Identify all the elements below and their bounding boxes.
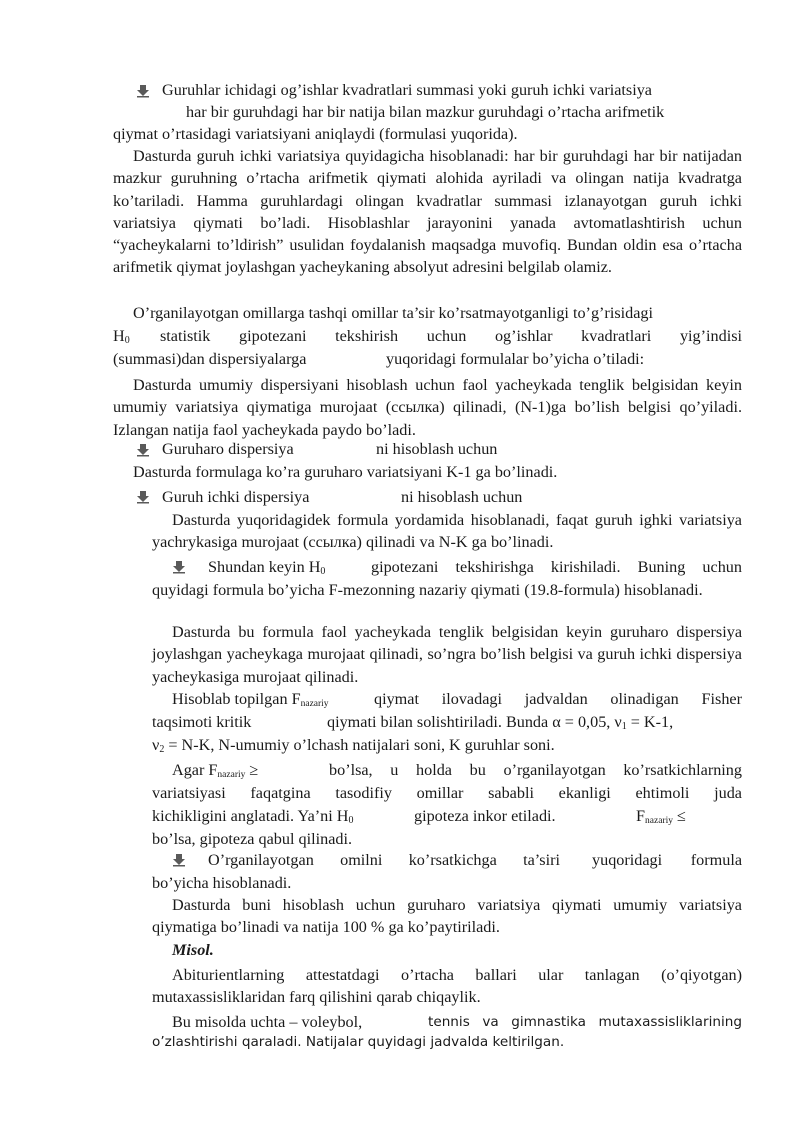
paragraph-line: O’rganilayotgan omillarga tashqi omillar ta’sir ko’rsatmayotganligi to’g’risidagi [133,304,653,322]
paragraph: Dasturda guruh ichki variatsiya quyidagicha hisoblanadi: har bir guruhdagi har bir natijadan mazkur guruhning o’rtacha arifmetik qiymati alohida ayriladi va olingan natija kvadratga ko’tariladi. Hamma guruhlardagi olingan kvadratlar summasi izlanayotgan guruh ichki variatsiya qiymati bo’ladi. Hisoblashlar jarayonini yanada avtomatlashtirish uchun “yacheykalarni to’ldirish” usulidan foydalanish maqsadga muvofiq. Bundan oldin esa o’rtacha arifmetik qiymat joylashgan yacheykaning absolyut adresini belgilab olamiz. [113,147,742,277]
subscript: 0 [124,335,130,346]
bullet-text: har bir guruhdagi har bir natija bilan mazkur guruhdagi o’rtacha arifmetik [186,103,665,121]
paragraph-line: bo’lsa, u holda bu o’rganilayotgan ko’rsatkichlarning [329,761,742,779]
bullet-text: Guruh ichki dispersiya [162,488,310,506]
bullet-text: gipotezani tekshirishga kirishiladi. Buning uchun [371,558,742,576]
paragraph-line: qiymat ilovadagi jadvaldan olinadigan Fisher [374,690,742,708]
paragraph-line: statistik gipotezani tekshirish uchun og’ishlar kvadratlari yig’indisi [160,327,742,345]
arrow-bullet-icon [172,853,186,867]
arrow-bullet-icon [136,490,150,504]
paragraph: Dasturda umumiy dispersiyani hisoblash uchun faol yacheykada tenglik belgisidan keyin umumiy variatsiya qiymatiga murojaat (ссылка) qilinadi, (N-1)ga bo’lish belgisi qo’yiladi. Izlangan natija faol yacheykada paydo bo’ladi. [113,376,742,439]
bullet-text: yuqoridagi formula [592,851,742,869]
paragraph-line: tennis va gimnastika mutaxassisliklarining [428,1014,742,1030]
paragraph-line: Agar Fnazariy ≥ [172,761,259,780]
paragraph-line: yuqoridagi formulalar bo’yicha o’tiladi: [386,350,645,368]
paragraph-line: Bu misolda uchta – voleybol, [172,1013,363,1031]
bullet-text: O’rganilayotgan omilni ko’rsatkichga ta’siri [208,851,560,869]
paragraph-line: Fnazariy ≤ [636,807,686,826]
paragraph-line: gipoteza inkor etiladi. [414,807,556,825]
paragraph-line: (summasi)dan dispersiyalarga [113,350,307,368]
paragraph: Dasturda buni hisoblash uchun guruharo variatsiya qiymati umumiy variatsiya qiymatiga bo’linadi va natija 100 % ga ko’paytiriladi. [152,896,742,937]
arrow-bullet-icon [136,443,150,457]
arrow-bullet-icon [136,84,150,98]
bullet-text: Guruhlar ichidagi og’ishlar kvadratlari summasi yoki guruh ichki variatsiya [162,81,652,99]
bullet-text: qiymat o’rtasidagi variatsiyani aniqlaydi (formulasi yuqorida). [113,125,518,143]
bullet-text: quyidagi formula bo’yicha F-mezonning nazariy qiymati (19.8-formula) hisoblanadi. [152,581,703,599]
bullet-text: ni hisoblash uchun [401,488,523,506]
paragraph: Dasturda formulaga ko’ra guruharo variatsiyani K-1 ga bo’linadi. [133,463,558,481]
paragraph-line: taqsimoti kritik [152,713,252,731]
paragraph-line: Hisoblab topilgan Fnazariy [172,690,329,709]
paragraph-line: bo’lsa, gipoteza qabul qilinadi. [152,830,353,848]
bullet-text: Guruharo dispersiya [162,440,294,458]
h-symbol: H [113,327,125,345]
example-heading: Misol. [172,941,214,959]
paragraph-line: variatsiyasi faqatgina tasodifiy omillar sababli ekanligi ehtimoli juda [152,784,742,802]
bullet-text: ni hisoblash uchun [376,440,498,458]
paragraph: Dasturda yuqoridagidek formula yordamida hisoblanadi, faqat guruh ighki variatsiya yachrykasiga murojaat (ссылка) qilinadi va N-K ga bo’linadi. [152,511,742,552]
paragraph: Abiturientlarning attestatdagi o’rtacha ballari ular tanlagan (o’qiyotgan) mutaxassisliklaridan farq qilishini qarab chiqaylik. [152,966,742,1007]
bullet-text: Shundan keyin $H_0$ [208,558,326,577]
paragraph-line: qiymati bilan solishtiriladi. Bunda α = 0,05, $\nu_1 = K-1$, [327,713,674,732]
paragraph-line: o’zlashtirishi qaraladi. Natijalar quyidagi jadvalda keltirilgan. [152,1034,565,1050]
paragraph-line: $\nu_2 = N-K$, N-umumiy o’lchash natijalari soni, K guruhlar soni. [152,736,555,755]
paragraph: Dasturda bu formula faol yacheykada tenglik belgisidan keyin guruharo dispersiya joylashgan yacheykaga murojaat qilinadi, so’ngra bo’lish belgisi va guruh ichki dispersiya yacheykasiga murojaat qilinadi. [152,623,742,686]
paragraph-line: kichikligini anglatadi. Ya’ni $H_0$ [152,807,354,826]
arrow-bullet-icon [172,560,186,574]
bullet-text: bo’yicha hisoblanadi. [152,874,292,892]
